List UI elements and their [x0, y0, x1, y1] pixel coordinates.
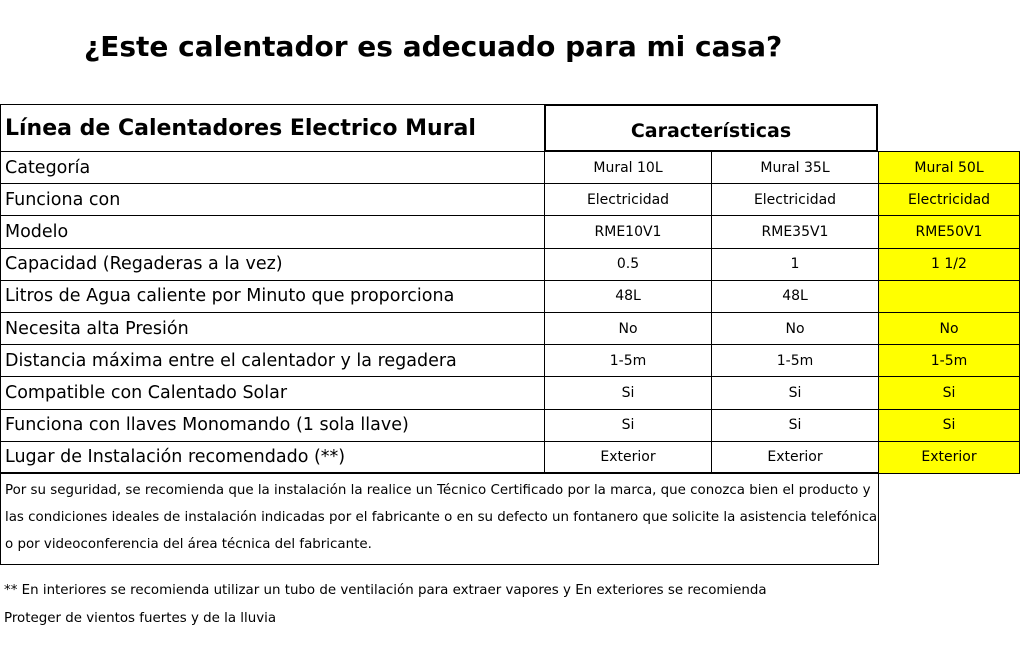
table-cell-v2: Electricidad [711, 183, 879, 216]
table-cell-v2: 1-5m [711, 344, 879, 377]
table-cell-v2: Si [711, 409, 879, 442]
table-cell-v3: 1-5m [878, 344, 1020, 377]
row-label: Compatible con Calentado Solar [0, 376, 545, 409]
table-cell-v1: Mural 10L [544, 151, 712, 184]
table-cell-v1: RME10V1 [544, 215, 712, 248]
table-cell-v3: No [878, 312, 1020, 345]
table-cell-v2: Mural 35L [711, 151, 879, 184]
table-cell-v3: Electricidad [878, 183, 1020, 216]
row-label: Distancia máxima entre el calentador y la regadera [0, 344, 545, 377]
table-cell-v2: Exterior [711, 441, 879, 474]
table-header-features: Características [544, 104, 878, 152]
table-cell-v1: 0.5 [544, 248, 712, 281]
row-label: Funciona con [0, 183, 545, 216]
row-label: Capacidad (Regaderas a la vez) [0, 248, 545, 281]
table-cell-v3: RME50V1 [878, 215, 1020, 248]
table-cell-v1: Electricidad [544, 183, 712, 216]
table-cell-v2: Si [711, 376, 879, 409]
table-cell-v1: 1-5m [544, 344, 712, 377]
table-cell-v2: 1 [711, 248, 879, 281]
table-cell-v1: Exterior [544, 441, 712, 474]
table-cell-v3: Si [878, 376, 1020, 409]
footnote [4, 577, 1014, 633]
table-cell-v3: Exterior [878, 441, 1020, 474]
table-cell-v3: 1 1/2 [878, 248, 1020, 281]
footnote-line-1: ** En interiores se recomienda utilizar un tubo de ventilación para extraer vapores y En exteriores se recomienda [4, 583, 767, 598]
row-label: Necesita alta Presión [0, 312, 545, 345]
table-cell-v2: 48L [711, 280, 879, 313]
row-label: Litros de Agua caliente por Minuto que proporciona [0, 280, 545, 313]
row-label: Modelo [0, 215, 545, 248]
table-cell-v1: Si [544, 376, 712, 409]
safety-note: Por su seguridad, se recomienda que la instalación la realice un Técnico Certificado por la marca, que conozca bien el producto y las condiciones ideales de instalación indicadas por el fabricante o en su defecto un fontanero que solicite la asistencia telefónica o por videoconferencia del área técnica del fabricante. [0, 472, 879, 565]
page-title: ¿Este calentador es adecuado para mi casa? [84, 30, 783, 63]
table-cell-v3: Si [878, 409, 1020, 442]
table-cell-v3 [878, 280, 1020, 313]
row-label: Categoría [0, 151, 545, 184]
table-cell-v1: 48L [544, 280, 712, 313]
table-cell-v1: Si [544, 409, 712, 442]
table-cell-v3: Mural 50L [878, 151, 1020, 184]
table-cell-v1: No [544, 312, 712, 345]
table-header-line: Línea de Calentadores Electrico Mural [0, 104, 545, 152]
footnote-line-2: Proteger de vientos fuertes y de la lluvia [4, 611, 277, 626]
table-cell-v2: No [711, 312, 879, 345]
table-cell-v2: RME35V1 [711, 215, 879, 248]
row-label: Funciona con llaves Monomando (1 sola llave) [0, 409, 545, 442]
row-label: Lugar de Instalación recomendado (**) [0, 441, 545, 474]
